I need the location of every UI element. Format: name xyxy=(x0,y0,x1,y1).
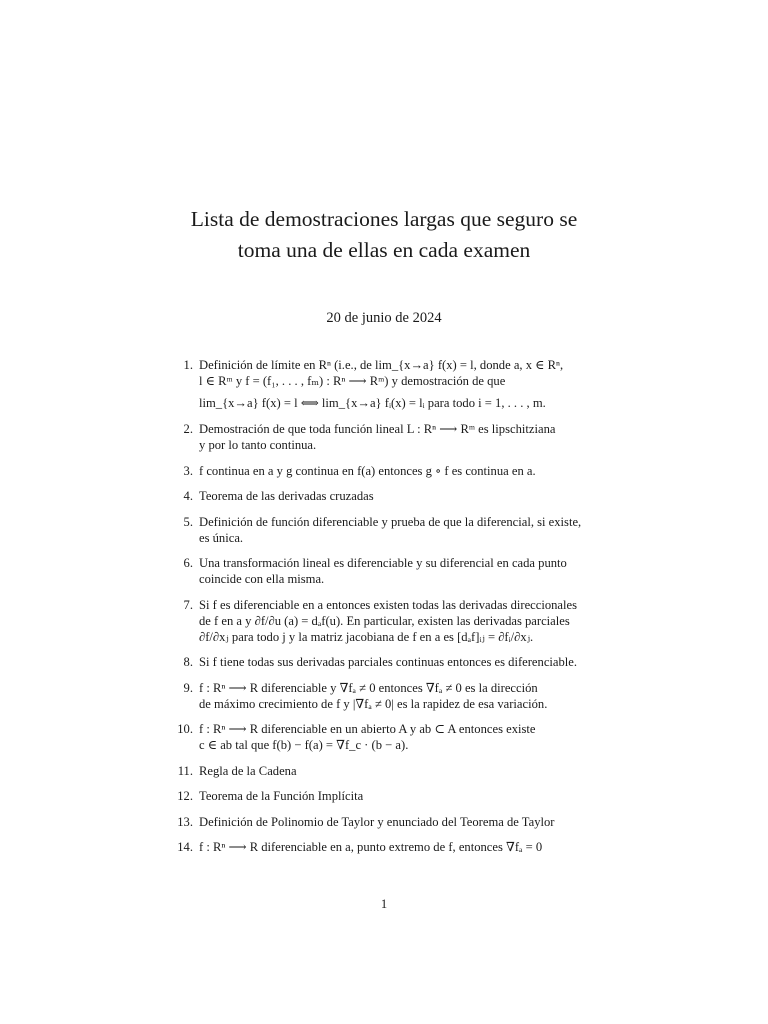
list-item xyxy=(170,763,600,779)
item-text: es única. xyxy=(199,530,244,545)
item-text: ∂f/∂xⱼ para todo j y la matriz jacobiana de f en a es [dₐf]ᵢⱼ = ∂fᵢ/∂xⱼ. xyxy=(199,629,534,644)
list-item xyxy=(170,421,600,453)
item-text: Definición de Polinomio de Taylor y enunciado del Teorema de Taylor xyxy=(199,814,555,829)
item-text: Demostración de que toda función lineal L : Rⁿ ⟶ Rᵐ es lipschitziana xyxy=(199,422,556,436)
item-text: Teorema de la Función Implícita xyxy=(199,789,364,803)
item-number: 11. xyxy=(177,763,193,778)
item-number: 7. xyxy=(183,597,193,612)
item-text: f continua en a y g continua en f(a) entonces g ∘ f es continua en a. xyxy=(199,463,536,478)
list-item xyxy=(170,680,600,712)
item-number: 3. xyxy=(183,463,193,478)
title-line: toma una de ellas en cada examen xyxy=(237,238,531,262)
item-text: y por lo tanto continua. xyxy=(199,438,317,452)
list-item xyxy=(170,488,600,504)
item-text: Definición de función diferenciable y prueba de que la diferencial, si existe, xyxy=(199,514,582,529)
item-number: 8. xyxy=(183,655,193,669)
item-text: c ∈ ab tal que f(b) − f(a) = ∇f_c · (b − a). xyxy=(199,738,409,752)
title-line: Lista de demostraciones largas que seguro se xyxy=(190,207,578,231)
item-number: 2. xyxy=(183,422,193,436)
item-number: 4. xyxy=(183,489,193,503)
list-item xyxy=(170,514,600,546)
item-number: 1. xyxy=(183,358,193,372)
item-text: f : Rⁿ ⟶ R diferenciable en un abierto A y ab ⊂ A entonces existe xyxy=(199,722,536,736)
document-title xyxy=(0,204,768,266)
item-text: de máximo crecimiento de f y |∇fₐ ≠ 0| es la rapidez de esa variación. xyxy=(199,696,548,711)
list-item xyxy=(170,814,600,830)
list-item xyxy=(170,788,600,804)
list-item xyxy=(170,721,600,753)
list-item xyxy=(170,555,600,587)
list-item xyxy=(170,839,600,855)
item-text: Regla de la Cadena xyxy=(199,763,297,778)
item-text: Si f tiene todas sus derivadas parciales continuas entonces es diferenciable. xyxy=(199,655,578,669)
list-item xyxy=(170,654,600,670)
item-text: Si f es diferenciable en a entonces existen todas las derivadas direccionales xyxy=(199,597,578,612)
page-number: 1 xyxy=(380,897,388,911)
item-text: lim_{x→a} f(x) = l ⟺ lim_{x→a} fᵢ(x) = lᵢ para todo i = 1, . . . , m. xyxy=(199,396,546,410)
item-number: 6. xyxy=(183,556,193,570)
document-date: 20 de junio de 2024 xyxy=(326,310,442,326)
item-text: f : Rⁿ ⟶ R diferenciable y ∇fₐ ≠ 0 entonces ∇fₐ ≠ 0 es la dirección xyxy=(199,680,538,695)
item-text: Definición de límite en Rⁿ (i.e., de lim_{x→a} f(x) = l, donde a, x ∈ Rⁿ, xyxy=(199,358,564,372)
item-number: 14. xyxy=(177,840,193,854)
list-item xyxy=(170,597,600,645)
item-text: f : Rⁿ ⟶ R diferenciable en a, punto extremo de f, entonces ∇fₐ = 0 xyxy=(199,840,543,854)
item-text: l ∈ Rᵐ y f = (f₁, . . . , fₘ) : Rⁿ ⟶ Rᵐ) y demostración de que xyxy=(199,374,506,388)
list-item xyxy=(170,463,600,479)
item-text: coincide con ella misma. xyxy=(199,572,325,586)
item-number: 9. xyxy=(183,680,193,695)
item-number: 13. xyxy=(177,814,193,829)
list-item xyxy=(170,357,600,411)
proof-list xyxy=(170,357,600,865)
item-text: Una transformación lineal es diferenciable y su diferencial en cada punto xyxy=(199,556,567,570)
item-text: Teorema de las derivadas cruzadas xyxy=(199,489,374,503)
item-number: 5. xyxy=(183,514,193,529)
item-number: 10. xyxy=(177,722,193,736)
item-text: de f en a y ∂f/∂u (a) = dₐf(u). En particular, existen las derivadas parciales xyxy=(199,613,570,628)
item-number: 12. xyxy=(177,789,193,803)
